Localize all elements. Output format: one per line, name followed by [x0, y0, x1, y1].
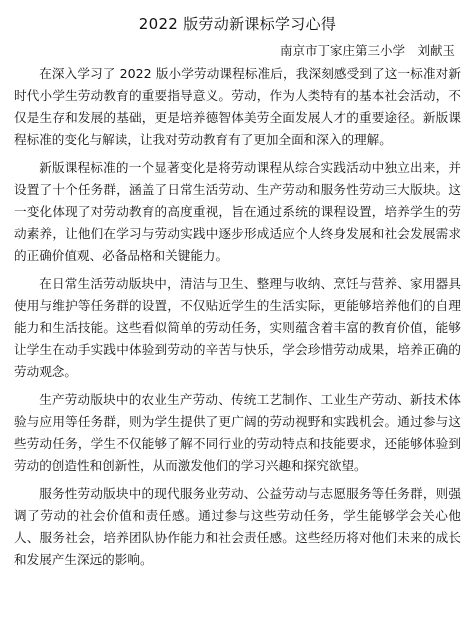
paragraph-3: 在日常生活劳动版块中，清洁与卫生、整理与收纳、烹饪与营养、家用器具使用与维护等任务群的设置，不仅贴近学生的生活实际，更能够培养他们的自理能力和生活技能。这些看似简单的劳动任务，实则蕴含着丰富的教育价值，能够让学生在动手实践中体验到劳动的辛苦与快乐，学会珍惜劳动成果，培养正确的劳动观念。 [14, 276, 461, 379]
paragraph-1: 在深入学习了 2022 版小学劳动课程标准后，我深刻感受到了这一标准对新时代小学生劳动教育的重要指导意义。劳动，作为人类特有的基本社会活动，不仅是生存和发展的基础，更是培养德智体美劳全面发展人才的重要途径。新版课程标准的变化与解读，让我对劳动教育有了更加全面和深入的理解。 [14, 66, 461, 147]
paragraph-2: 新版课程标准的一个显著变化是将劳动课程从综合实践活动中独立出来，并设置了十个任务群，涵盖了日常生活劳动、生产劳动和服务性劳动三大版块。这一变化体现了对劳动教育的高度重视，旨在通过系统的课程设置，培养学生的劳动素养，让他们在学习与劳动实践中逐步形成适应个人终身发展和社会发展需求的正确价值观、必备品格和关键能力。 [14, 160, 461, 263]
paragraph-4: 生产劳动版块中的农业生产劳动、传统工艺制作、工业生产劳动、新技术体验与应用等任务群，则为学生提供了更广阔的劳动视野和实践机会。通过参与这些劳动任务，学生不仅能够了解不同行业的劳动特点和技能要求，还能够体验到劳动的创造性和创新性，从而激发他们的学习兴趣和探究欲望。 [14, 392, 461, 473]
document-title: 2022 版劳动新课标学习心得 [138, 15, 337, 33]
paragraph-5: 服务性劳动版块中的现代服务业劳动、公益劳动与志愿服务等任务群，则强调了劳动的社会价值和责任感。通过参与这些劳动任务，学生能够学会关心他人、服务社会，培养团队协作能力和社会责任感。这些经历将对他们未来的成长和发展产生深远的影响。 [14, 486, 461, 567]
author-byline: 南京市丁家庄第三小学 刘献玉 [279, 43, 455, 58]
